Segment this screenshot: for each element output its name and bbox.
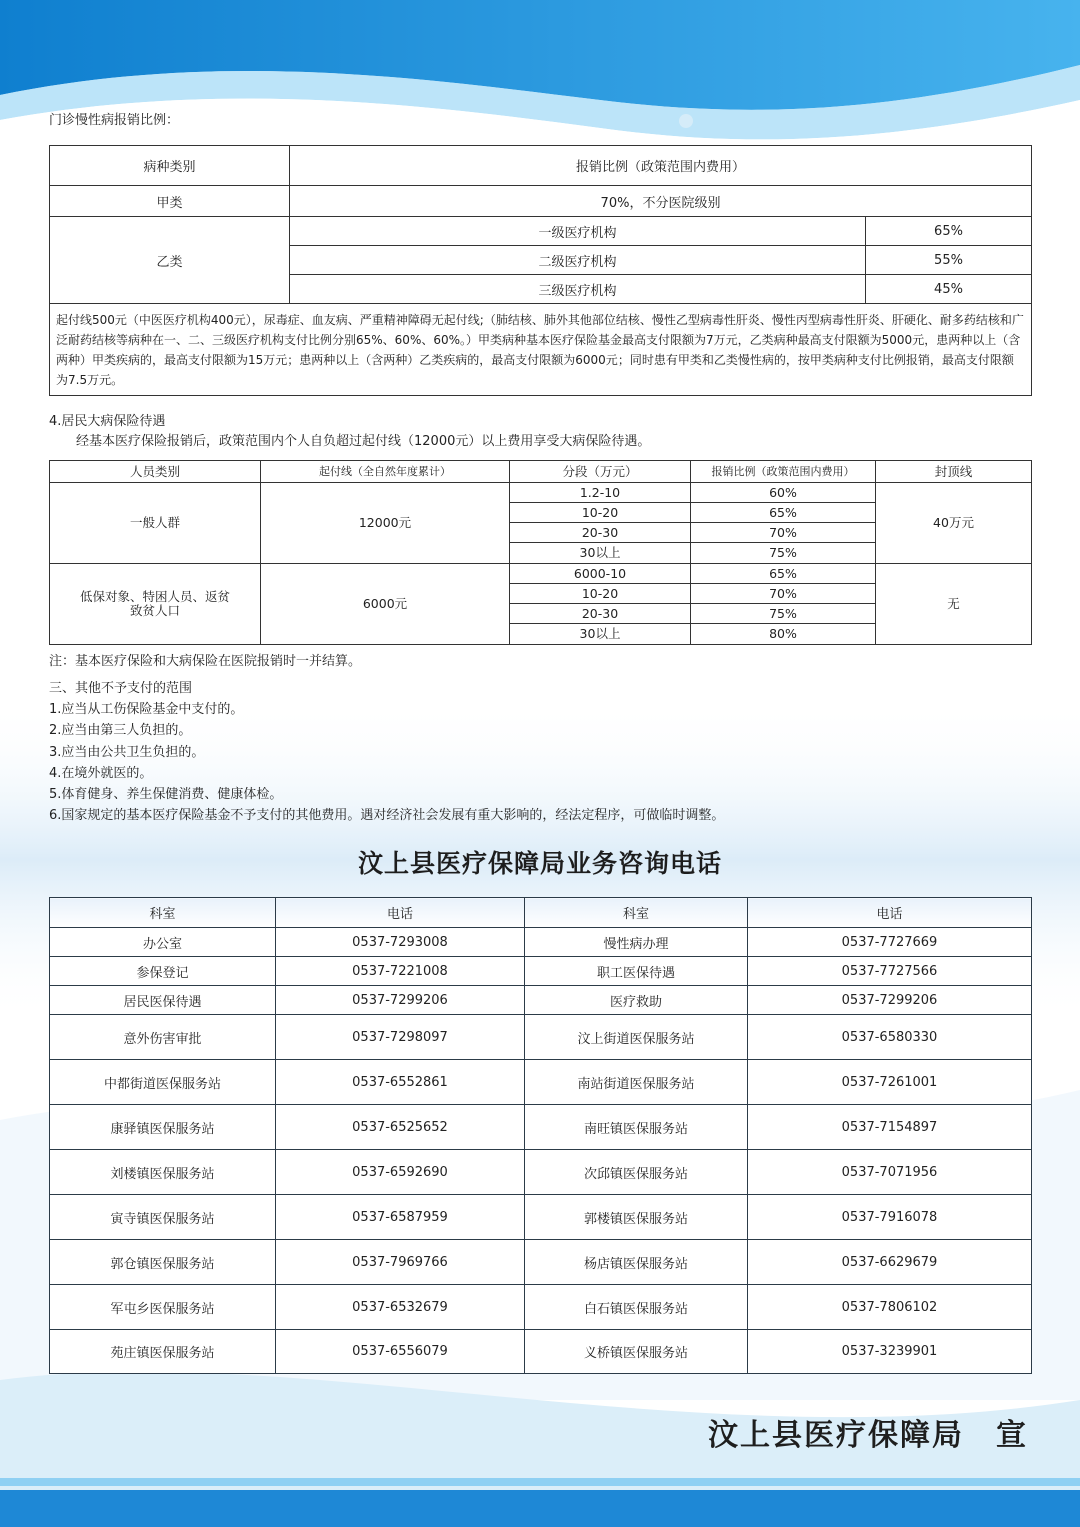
contacts-table	[49, 897, 1032, 1374]
ratio-cell: 70%	[691, 523, 876, 543]
header-cell: 封顶线	[876, 461, 1032, 483]
level-cell: 二级医疗机构	[290, 246, 866, 275]
table-row	[50, 1150, 1032, 1195]
table-row	[50, 1285, 1032, 1330]
table-row	[50, 1240, 1032, 1285]
header-cell: 电话	[276, 898, 525, 928]
class-a-label: 甲类	[50, 186, 290, 217]
department-cell: 汶上街道医保服务站	[525, 1015, 748, 1060]
department-cell: 义桥镇医保服务站	[525, 1330, 748, 1374]
department-cell: 军屯乡医保服务站	[50, 1285, 276, 1330]
header-cell: 起付线（全自然年度累计）	[261, 461, 510, 483]
department-cell: 职工医保待遇	[525, 957, 748, 986]
department-cell: 寅寺镇医保服务站	[50, 1195, 276, 1240]
header-cell: 科室	[50, 898, 276, 928]
cap-cell: 40万元	[876, 483, 1032, 564]
phone-cell: 0537-7221008	[276, 957, 525, 986]
level-cell: 三级医疗机构	[290, 275, 866, 304]
department-cell: 康驿镇医保服务站	[50, 1105, 276, 1150]
table-row	[50, 928, 1032, 957]
contacts-title: 汶上县医疗保障局业务咨询电话	[357, 849, 722, 878]
phone-cell: 0537-7806102	[748, 1285, 1032, 1330]
ratio-cell: 75%	[691, 543, 876, 564]
class-b-label: 乙类	[50, 217, 290, 304]
segment-cell: 1.2-10	[510, 483, 691, 503]
department-cell: 南站街道医保服务站	[525, 1060, 748, 1105]
phone-cell: 0537-7261001	[748, 1060, 1032, 1105]
ratio-cell: 60%	[691, 483, 876, 503]
segment-cell: 30以上	[510, 624, 691, 645]
phone-cell: 0537-7071956	[748, 1150, 1032, 1195]
header-cell: 分段（万元）	[510, 461, 691, 483]
phone-cell: 0537-6525652	[276, 1105, 525, 1150]
category-cell: 一般人群	[50, 483, 261, 564]
department-cell: 中都街道医保服务站	[50, 1060, 276, 1105]
segment-cell: 30以上	[510, 543, 691, 564]
cap-cell: 无	[876, 564, 1032, 645]
exclusion-item: 3.应当由公共卫生负担的。	[49, 745, 205, 760]
header-cell: 人员类别	[50, 461, 261, 483]
phone-cell: 0537-6580330	[748, 1015, 1032, 1060]
segment-cell: 20-30	[510, 523, 691, 543]
publisher-signature: 汶上县医疗保障局 宣	[708, 1418, 1028, 1453]
ratio-cell: 55%	[866, 246, 1032, 275]
exclusion-item: 2.应当由第三人负担的。	[49, 723, 192, 738]
category-cell	[50, 564, 261, 645]
phone-cell: 0537-7293008	[276, 928, 525, 957]
phone-cell: 0537-7154897	[748, 1105, 1032, 1150]
phone-cell: 0537-7299206	[748, 986, 1032, 1015]
phone-cell: 0537-6552861	[276, 1060, 525, 1105]
table-row	[50, 1330, 1032, 1374]
department-cell: 办公室	[50, 928, 276, 957]
department-cell: 郭楼镇医保服务站	[525, 1195, 748, 1240]
phone-cell: 0537-7727566	[748, 957, 1032, 986]
ratio-cell: 80%	[691, 624, 876, 645]
serious-description: 经基本医疗保险报销后，政策范围内个人自负超过起付线（12000元）以上费用享受大病保险待遇。	[76, 434, 651, 449]
level-cell: 一级医疗机构	[290, 217, 866, 246]
ratio-cell: 65%	[866, 217, 1032, 246]
department-cell: 郭仓镇医保服务站	[50, 1240, 276, 1285]
header-cell: 报销比例（政策范围内费用）	[290, 146, 1032, 186]
department-cell: 白石镇医保服务站	[525, 1285, 748, 1330]
segment-cell: 6000-10	[510, 564, 691, 584]
department-cell: 南旺镇医保服务站	[525, 1105, 748, 1150]
category-text: 低保对象、特困人员、返贫致贫人口	[80, 589, 231, 618]
ratio-cell: 65%	[691, 564, 876, 584]
department-cell: 医疗救助	[525, 986, 748, 1015]
phone-cell: 0537-7299206	[276, 986, 525, 1015]
ratio-cell: 70%	[691, 584, 876, 604]
phone-cell: 0537-6587959	[276, 1195, 525, 1240]
serious-note: 注：基本医疗保险和大病保险在医院报销时一并结算。	[49, 654, 362, 669]
table-row	[50, 1195, 1032, 1240]
serious-heading: 4.居民大病保险待遇	[49, 414, 166, 429]
phone-cell: 0537-3239901	[748, 1330, 1032, 1374]
header-cell: 报销比例（政策范围内费用）	[691, 461, 876, 483]
department-cell: 苑庄镇医保服务站	[50, 1330, 276, 1374]
ratio-cell: 65%	[691, 503, 876, 523]
phone-cell: 0537-6532679	[276, 1285, 525, 1330]
table-row	[50, 986, 1032, 1015]
phone-cell: 0537-6629679	[748, 1240, 1032, 1285]
department-cell: 次邱镇医保服务站	[525, 1150, 748, 1195]
table-row	[50, 1015, 1032, 1060]
department-cell: 参保登记	[50, 957, 276, 986]
header-cell: 科室	[525, 898, 748, 928]
header-cell: 电话	[748, 898, 1032, 928]
exclusion-item: 1.应当从工伤保险基金中支付的。	[49, 702, 244, 717]
phone-cell: 0537-6556079	[276, 1330, 525, 1374]
phone-cell: 0537-6592690	[276, 1150, 525, 1195]
department-cell: 意外伤害审批	[50, 1015, 276, 1060]
threshold-cell: 12000元	[261, 483, 510, 564]
ratio-cell: 75%	[691, 604, 876, 624]
department-cell: 慢性病办理	[525, 928, 748, 957]
outpatient-note: 起付线500元（中医医疗机构400元），尿毒症、血友病、严重精神障碍无起付线;（肺结核、肺外其他部位结核、慢性乙型病毒性肝炎、慢性丙型病毒性肝炎、肝硬化、耐多药结核和广泛耐药结核等病种在一、二、三级医疗机构支付比例分别65%、60%、60%。）甲类病种基本医疗保险基金最高支付限额为7万元，乙类病种最高支付限额为5000元，患两种以上（含两种）甲类疾病的，最高支付限额为15万元；患两种以上（含两种）乙类疾病的，最高支付限额为6000元；同时患有甲类和乙类慢性病的，按甲类病种支付比例报销，最高支付限额为7.5万元。	[50, 304, 1032, 396]
class-a-value: 70%，不分医院级别	[290, 186, 1032, 217]
phone-cell: 0537-7969766	[276, 1240, 525, 1285]
table-row	[50, 1060, 1032, 1105]
phone-cell: 0537-7727669	[748, 928, 1032, 957]
threshold-cell: 6000元	[261, 564, 510, 645]
phone-cell: 0537-7298097	[276, 1015, 525, 1060]
segment-cell: 20-30	[510, 604, 691, 624]
table-row	[50, 957, 1032, 986]
header-cell: 病种类别	[50, 146, 290, 186]
exclusion-item: 5.体育健身、养生保健消费、健康体检。	[49, 787, 283, 802]
segment-cell: 10-20	[510, 584, 691, 604]
outpatient-ratio-table	[49, 145, 1032, 396]
outpatient-heading: 门诊慢性病报销比例：	[49, 113, 180, 128]
exclusion-item: 6.国家规定的基本医疗保险基金不予支付的其他费用。遇对经济社会发展有重大影响的，经法定程序，可做临时调整。	[49, 808, 725, 823]
phone-cell: 0537-7916078	[748, 1195, 1032, 1240]
segment-cell: 10-20	[510, 503, 691, 523]
table-row	[50, 1105, 1032, 1150]
ratio-cell: 45%	[866, 275, 1032, 304]
department-cell: 刘楼镇医保服务站	[50, 1150, 276, 1195]
department-cell: 居民医保待遇	[50, 986, 276, 1015]
exclusions-heading: 三、其他不予支付的范围	[49, 681, 193, 696]
serious-illness-table	[49, 460, 1032, 645]
department-cell: 杨店镇医保服务站	[525, 1240, 748, 1285]
exclusion-item: 4.在境外就医的。	[49, 766, 153, 781]
